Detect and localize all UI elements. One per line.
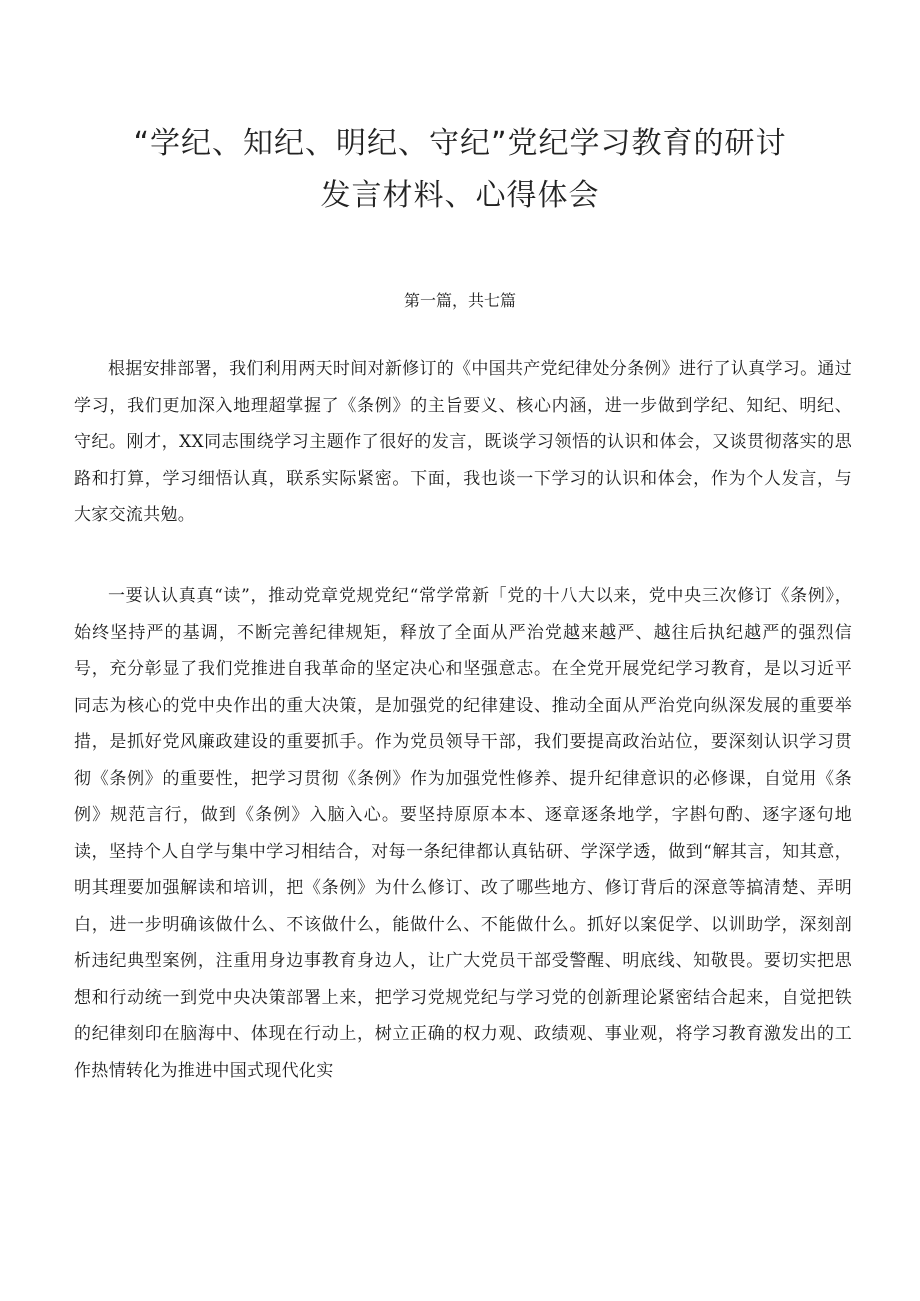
document-title: [60, 118, 860, 222]
title-line-1: “学纪、知纪、明纪、守纪”党纪学习教育的研讨: [133, 126, 787, 161]
title-line-2: 发言材料、心得体会: [320, 178, 600, 213]
section-label: 第一篇，共七篇: [403, 291, 516, 310]
paragraph-read: 一要认认真真“读”，推动党章党规党纪“常学常新「党的十八大以来，党中央三次修订《条例》，始终坚持严的基调，不断完善纪律规矩，释放了全面从严治党越来越严、越往后执纪越严的强烈信号，充分彰显了我们党推进自我革命的坚定决心和坚强意志。在全党开展党纪学习教育，是以习近平同志为核心的党中央作出的重大决策，是加强党的纪律建设、推动全面从严治党向纵深发展的重要举措，是抓好党风廉政建设的重要抓手。作为党员领导干部，我们要提高政治站位，要深刻认识学习贯彻《条例》的重要性，把学习贯彻《条例》作为加强党性修养、提升纪律意识的必修课，自觉用《条例》规范言行，做到《条例》入脑入心。要坚持原原本本、逐章逐条地学，字斟句酌、逐字逐句地读，坚持个人自学与集中学习相结合，对每一条纪律都认真钻研、学深学透，做到“解其言，知其意，明其理要加强解读和培训，把《条例》为什么修订、改了哪些地方、修订背后的深意等搞清楚、弄明白，进一步明确该做什么、不该做什么，能做什么、不能做什么。抓好以案促学、以训助学，深刻剖析违纪典型案例，注重用身边事教育身边人，让广大党员干部受警醒、明底线、知敬畏。要切实把思想和行动统一到党中央决策部署上来，把学习党规党纪与学习党的创新理论紧密结合起来，自觉把铁的纪律刻印在脑海中、体现在行动上，树立正确的权力观、政绩观、事业观，将学习教育激发出的工作热情转化为推进中国式现代化实: [74, 586, 852, 1081]
paragraph-intro: 根据安排部署，我们利用两天时间对新修订的《中国共产党纪律处分条例》进行了认真学习。通过学习，我们更加深入地理超掌握了《条例》的主旨要义、核心内涵，进一步做到学纪、知纪、明纪、守纪。刚才，XX同志围绕学习主题作了很好的发言，既谈学习领悟的认识和体会，又谈贯彻落实的思路和打算，学习细悟认真，联系实际紧密。下面，我也谈一下学习的认识和体会，作为个人发言，与大家交流共勉。: [74, 359, 852, 525]
